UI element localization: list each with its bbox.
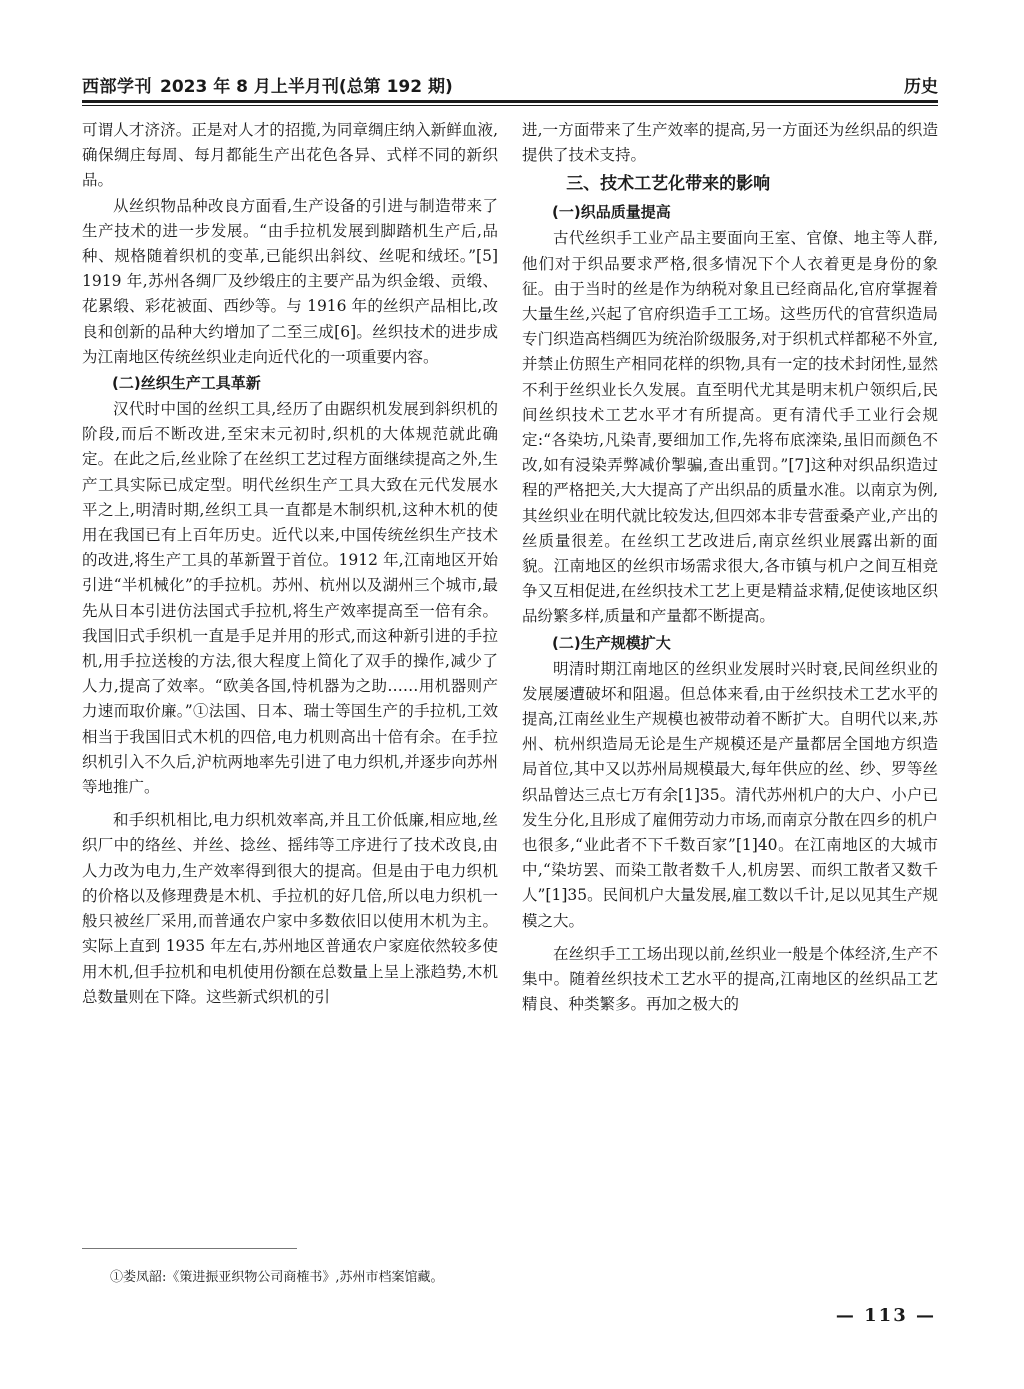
body-paragraph: 古代丝织手工业产品主要面向王室、官僚、地主等人群,他们对于织品要求严格,很多情况下个人衣着更是身份的象征。由于当时的丝是作为纳税对象且已经商品化,官府掌握着大量生丝,兴起了官府织造手工工场。这些历代的官营织造局专门织造高档绸匹为统治阶级服务,对于织机式样都秘不外宣,并禁止仿照生产相同花样的织物,具有一定的技术封闭性,显然不利于丝织业长久发展。直至明代尤其是明末机户领织后,民间丝织技术工艺水平才有所提高。更有清代手工业行会规定:“各染坊,凡染青,要细加工作,先将布底滦染,虽旧而颜色不改,如有浸染弄弊减价掣骗,查出重罚。”[7]这种对织品织造过程的严格把关,大大提高了产出织品的质量水准。以南京为例,其丝织业在明代就比较发达,但四郊本非专营蚕桑产业,产出的丝质量很差。在丝织工艺改进后,南京丝织业展露出新的面貌。江南地区的丝织市场需求很大,各市镇与机户之间互相竞争又互相促进,在丝织技术工艺上更是精益求精,促使该地区织品纷繁多样,质量和产量都不断提高。 <box>522 229 938 626</box>
paragraph-gap <box>82 800 498 808</box>
header-rule-thick <box>82 100 938 103</box>
journal-name: 西部学刊 <box>82 77 152 97</box>
subsection-heading: (二)生产规模扩大 <box>552 633 671 652</box>
page-number: — 113 — <box>835 1305 936 1326</box>
body-paragraph: 从丝织物品种改良方面看,生产设备的引进与制造带来了生产技术的进一步发展。“由手拉机发展到脚踏机生产后,品种、规格随着织机的变革,已能织出斜纹、丝呢和绒坯。”[5] 1919 年,苏州各绸厂及纱缎庄的主要产品为织金缎、贡缎、花累缎、彩花被面、西纱等。与 1916 年的丝织产品相比,改良和创新的品种大约增加了二至三成[6]。丝织技术的进步成为江南地区传统丝织业走向近代化的一项重要内容。 <box>82 196 498 366</box>
body-paragraph: 明清时期江南地区的丝织业发展时兴时衰,民间丝织业的发展屡遭破坏和阻遏。但总体来看,由于丝织技术工艺水平的提高,江南丝业生产规模也被带动着不断扩大。自明代以来,苏州、杭州织造局无论是生产规模还是产量都居全国地方织造局首位,其中又以苏州局规模最大,每年供应的丝、纱、罗等丝织品曾达三点七万有余[1]35。清代苏州机户的大户、小户已发生分化,且形成了雇佣劳动力市场,而南京分散在四乡的机户也很多,“业此者不下千数百家”[1]40。在江南地区的大城市中,“染坊罢、而染工散者数千人,机房罢、而织工散者又数千人”[1]35。民间机户大量发展,雇工数以千计,足以见其生产规模之大。 <box>522 659 938 930</box>
footnote: ①娄凤韶:《策进振亚织物公司商榷书》,苏州市档案馆藏。 <box>110 1270 444 1285</box>
header-rule-thin <box>82 105 938 106</box>
footnote-rule <box>82 1248 297 1249</box>
issue-info: 2023 年 8 月上半月刊(总第 192 期) <box>160 77 453 97</box>
body-paragraph: 汉代时中国的丝织工具,经历了由踞织机发展到斜织机的阶段,而后不断改进,至宋末元初时,织机的大体规范就此确定。在此之后,丝业除了在丝织工艺过程方面继续提高之外,生产工具实际已成定型。明代丝织生产工具大致在元代发展水平之上,明清时期,丝织工具一直都是木制织机,这种木机的使用在我国已有上百年历史。近代以来,中国传统丝织生产技术的改进,将生产工具的革新置于首位。1912 年,江南地区开始引进“半机械化”的手拉机。苏州、杭州以及湖州三个城市,最先从日本引进仿法国式手拉机,将生产效率提高至一倍有余。我国旧式手织机一直是手足并用的形式,而这种新引进的手拉机,用手拉送梭的方法,很大程度上简化了双手的操作,减少了人力,提高了效率。“欧美各国,恃机器为之助……用机器则产力速而取价廉。”①法国、日本、瑞士等国生产的手拉机,工效相当于我国旧式木机的四倍,电力机则高出十倍有余。在手拉织机引入不久后,沪杭两地率先引进了电力织机,并逐步向苏州等地推广。 <box>82 400 498 797</box>
section-heading: 三、技术工艺化带来的影响 <box>566 174 771 195</box>
body-paragraph: 进,一方面带来了生产效率的提高,另一方面还为丝织品的织造提供了技术支持。 <box>522 121 938 165</box>
left-column <box>82 118 498 1010</box>
body-paragraph: 和手织机相比,电力织机效率高,并且工价低廉,相应地,丝织厂中的络丝、并丝、捻丝、摇纬等工序进行了技术改良,由人力改为电力,生产效率得到很大的提高。但是由于电力织机的价格以及修理费是木机、手拉机的好几倍,所以电力织机一般只被丝厂采用,而普通农户家中多数依旧以使用木机为主。实际上直到 1935 年左右,苏州地区普通农户家庭依然较多使用木机,但手拉机和电机使用份额在总数量上呈上涨趋势,木机总数量则在下降。这些新式织机的引 <box>82 811 498 1006</box>
subsection-heading: (二)丝织生产工具革新 <box>112 374 261 393</box>
body-paragraph: 可谓人才济济。正是对人才的招揽,为同章绸庄纳入新鲜血液,确保绸庄每周、每月都能生产出花色各异、式样不同的新织品。 <box>82 121 498 190</box>
section-label: 历史 <box>904 77 938 97</box>
paragraph-gap <box>522 934 938 942</box>
running-header <box>82 72 938 98</box>
right-column <box>522 118 938 1018</box>
body-paragraph: 在丝织手工工场出现以前,丝织业一般是个体经济,生产不集中。随着丝织技术工艺水平的提高,江南地区的丝织品工艺精良、种类繁多。再加之极大的 <box>522 944 938 1014</box>
subsection-heading: (一)织品质量提高 <box>552 203 671 222</box>
